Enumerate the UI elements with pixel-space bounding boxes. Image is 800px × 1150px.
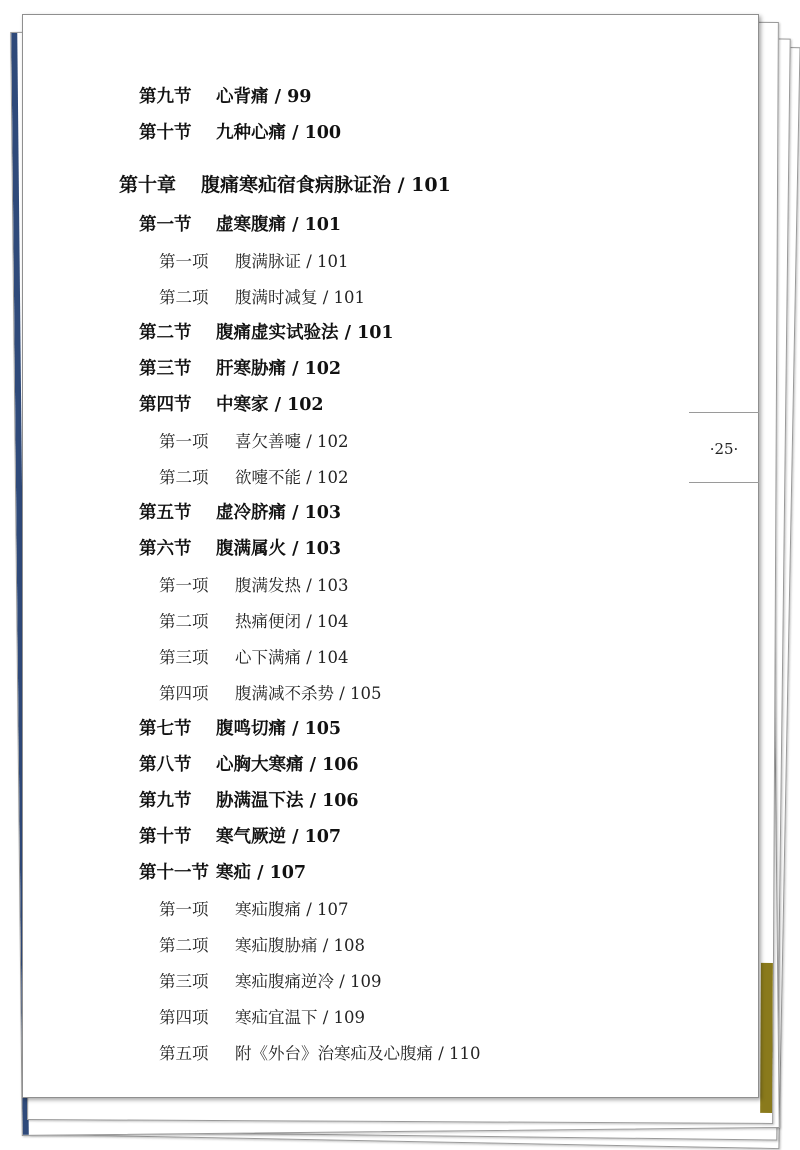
toc-title: 寒疝宜温下 / 109 — [235, 1008, 366, 1027]
toc-section[interactable] — [139, 391, 324, 416]
toc-label: 第一项 — [159, 900, 209, 919]
toc-item[interactable] — [159, 248, 349, 272]
toc-item[interactable] — [159, 896, 349, 920]
toc-section[interactable] — [139, 859, 306, 884]
toc-label: 第五项 — [159, 1044, 209, 1063]
toc-title: 腹满时减复 / 101 — [235, 288, 366, 307]
toc-item[interactable] — [159, 680, 382, 704]
toc-section[interactable] — [139, 355, 341, 380]
toc-title: 欲嚏不能 / 102 — [235, 468, 349, 487]
toc-title: 腹满发热 / 103 — [235, 576, 349, 595]
toc-item[interactable] — [159, 428, 349, 452]
toc-section[interactable] — [139, 119, 341, 144]
toc-label: 第四节 — [139, 395, 192, 415]
toc-title: 九种心痛 / 100 — [216, 123, 342, 143]
toc-item[interactable] — [159, 572, 349, 596]
toc-label: 第二节 — [139, 323, 192, 343]
toc-title: 腹鸣切痛 / 105 — [216, 719, 342, 739]
toc-title: 寒疝腹痛 / 107 — [235, 900, 349, 919]
toc-title: 寒疝腹胁痛 / 108 — [235, 936, 366, 955]
toc-section[interactable] — [139, 211, 341, 236]
toc-title: 热痛便闭 / 104 — [235, 612, 349, 631]
toc-title: 寒气厥逆 / 107 — [216, 827, 342, 847]
toc-label: 第三项 — [159, 648, 209, 667]
toc-title: 心胸大寒痛 / 106 — [216, 755, 359, 775]
toc-title: 肝寒胁痛 / 102 — [216, 359, 342, 379]
toc-label: 第九节 — [139, 791, 192, 811]
cover-edge — [760, 963, 773, 1113]
toc-label: 第九节 — [139, 87, 192, 107]
toc-item[interactable] — [159, 968, 382, 992]
toc-label: 第四项 — [159, 684, 209, 703]
toc-item[interactable] — [159, 1040, 481, 1064]
toc-item[interactable] — [159, 1004, 365, 1028]
toc-section[interactable] — [139, 823, 341, 848]
toc-label: 第一项 — [159, 252, 209, 271]
toc-section[interactable] — [139, 715, 341, 740]
document-page — [22, 14, 759, 1098]
toc-label: 第二项 — [159, 936, 209, 955]
toc-label: 第七节 — [139, 719, 192, 739]
toc-title: 虚冷脐痛 / 103 — [216, 503, 342, 523]
toc-item[interactable] — [159, 608, 349, 632]
toc-title: 虚寒腹痛 / 101 — [216, 215, 342, 235]
toc-title: 附《外台》治寒疝及心腹痛 / 110 — [235, 1044, 481, 1063]
page-number-rule-top — [689, 412, 759, 413]
page-number-rule-bottom — [689, 482, 759, 483]
table-of-contents — [23, 15, 758, 1097]
toc-label: 第六节 — [139, 539, 192, 559]
toc-label: 第三节 — [139, 359, 192, 379]
toc-title: 喜欠善嚏 / 102 — [235, 432, 349, 451]
toc-label: 第二项 — [159, 468, 209, 487]
toc-title: 中寒家 / 102 — [216, 395, 324, 415]
toc-label: 第十章 — [119, 174, 177, 196]
toc-label: 第一项 — [159, 432, 209, 451]
toc-label: 第一节 — [139, 215, 192, 235]
toc-label: 第十一节 — [139, 863, 209, 883]
toc-section[interactable] — [139, 535, 341, 560]
toc-label: 第十节 — [139, 827, 192, 847]
toc-label: 第一项 — [159, 576, 209, 595]
page-number: ·25· — [709, 440, 739, 458]
toc-label: 第五节 — [139, 503, 192, 523]
toc-title: 腹满减不杀势 / 105 — [235, 684, 382, 703]
toc-chapter[interactable] — [119, 170, 451, 197]
toc-item[interactable] — [159, 284, 365, 308]
toc-title: 寒疝腹痛逆冷 / 109 — [235, 972, 382, 991]
toc-title: 胁满温下法 / 106 — [216, 791, 359, 811]
toc-label: 第二项 — [159, 612, 209, 631]
toc-title: 寒疝 / 107 — [216, 863, 307, 883]
toc-title: 腹痛虚实试验法 / 101 — [216, 323, 394, 343]
toc-item[interactable] — [159, 464, 349, 488]
toc-section[interactable] — [139, 499, 341, 524]
toc-section[interactable] — [139, 83, 311, 108]
toc-label: 第八节 — [139, 755, 192, 775]
toc-title: 心背痛 / 99 — [216, 87, 312, 107]
toc-title: 心下满痛 / 104 — [235, 648, 349, 667]
toc-label: 第十节 — [139, 123, 192, 143]
toc-title: 腹满属火 / 103 — [216, 539, 342, 559]
toc-item[interactable] — [159, 644, 349, 668]
toc-title: 腹痛寒疝宿食病脉证治 / 101 — [201, 174, 451, 196]
toc-section[interactable] — [139, 319, 394, 344]
toc-label: 第四项 — [159, 1008, 209, 1027]
toc-title: 腹满脉证 / 101 — [235, 252, 349, 271]
toc-item[interactable] — [159, 932, 365, 956]
toc-section[interactable] — [139, 751, 359, 776]
toc-label: 第三项 — [159, 972, 209, 991]
toc-label: 第二项 — [159, 288, 209, 307]
toc-section[interactable] — [139, 787, 359, 812]
